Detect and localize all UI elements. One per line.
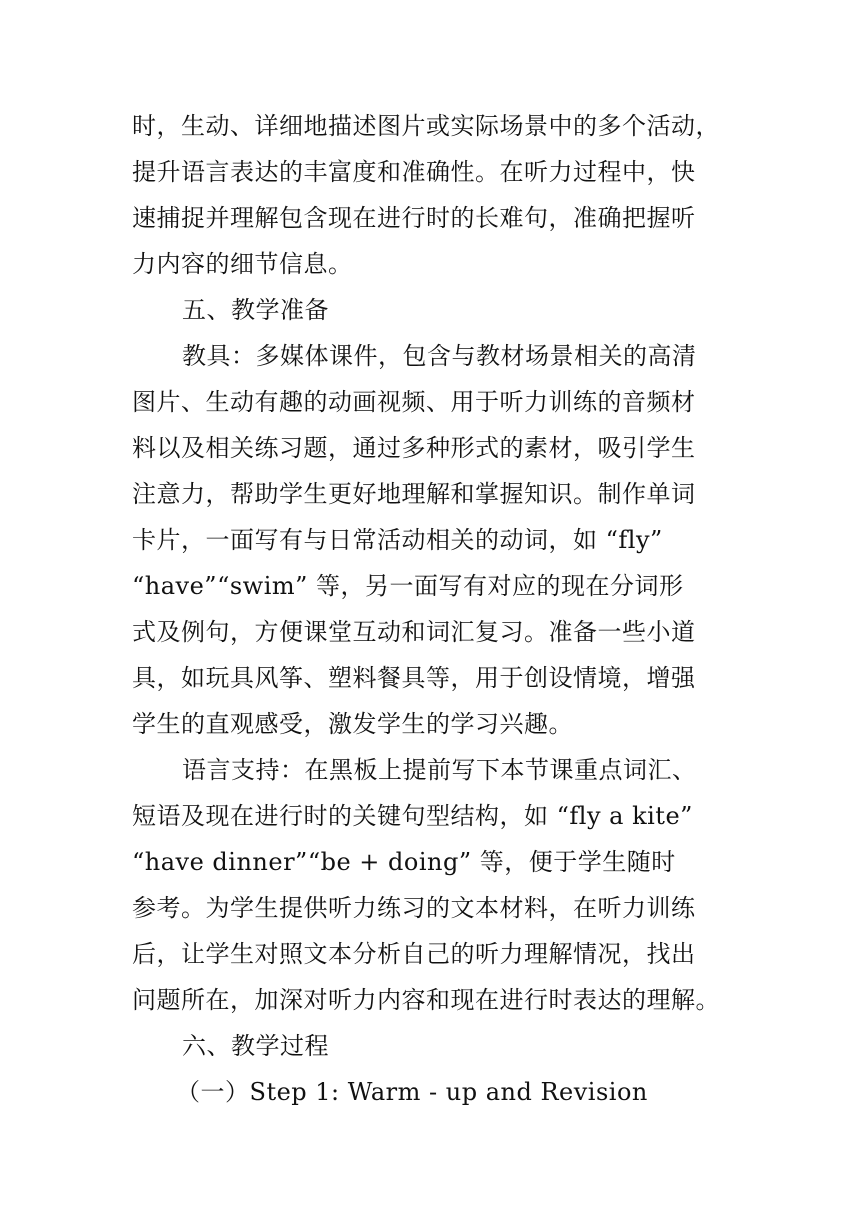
paragraph-line: 注意力，帮助学生更好地理解和掌握知识。制作单词 bbox=[132, 480, 696, 508]
paragraph-line: 参考。为学生提供听力练习的文本材料，在听力训练 bbox=[132, 894, 696, 922]
paragraph-line: 后，让学生对照文本分析自己的听力理解情况，找出 bbox=[132, 940, 696, 968]
section-heading-teaching-preparation: 五、教学准备 bbox=[182, 296, 329, 324]
paragraph-line: 语言支持：在黑板上提前写下本节课重点词汇、 bbox=[182, 756, 697, 784]
paragraph-line: 时，生动、详细地描述图片或实际场景中的多个活动， bbox=[132, 112, 720, 140]
paragraph-line: 力内容的细节信息。 bbox=[132, 250, 353, 278]
paragraph-line: 式及例句，方便课堂互动和词汇复习。准备一些小道 bbox=[132, 618, 696, 646]
paragraph-line: 问题所在，加深对听力内容和现在进行时表达的理解。 bbox=[132, 986, 720, 1014]
paragraph-line: 料以及相关练习题，通过多种形式的素材，吸引学生 bbox=[132, 434, 696, 462]
paragraph-line: 学生的直观感受，激发学生的学习兴趣。 bbox=[132, 710, 573, 738]
paragraph-line: 图片、生动有趣的动画视频、用于听力训练的音频材 bbox=[132, 388, 696, 416]
paragraph-line: 提升语言表达的丰富度和准确性。在听力过程中，快 bbox=[132, 158, 696, 186]
paragraph-line: “have”“swim” 等，另一面写有对应的现在分词形 bbox=[132, 572, 684, 600]
paragraph-line: “have dinner”“be + doing” 等，便于学生随时 bbox=[132, 848, 676, 876]
paragraph-line: 速捕捉并理解包含现在进行时的长难句，准确把握听 bbox=[132, 204, 696, 232]
paragraph-line: 短语及现在进行时的关键句型结构，如 “fly a kite” bbox=[132, 802, 693, 830]
subsection-heading-step-1: （一）Step 1: Warm - up and Revision bbox=[176, 1078, 648, 1106]
paragraph-line: 教具：多媒体课件，包含与教材场景相关的高清 bbox=[182, 342, 697, 370]
document-body bbox=[132, 103, 732, 1115]
paragraph-line: 卡片，一面写有与日常活动相关的动词，如 “fly” bbox=[132, 526, 663, 554]
section-heading-teaching-process: 六、教学过程 bbox=[182, 1032, 329, 1060]
paragraph-line: 具，如玩具风筝、塑料餐具等，用于创设情境，增强 bbox=[132, 664, 696, 692]
